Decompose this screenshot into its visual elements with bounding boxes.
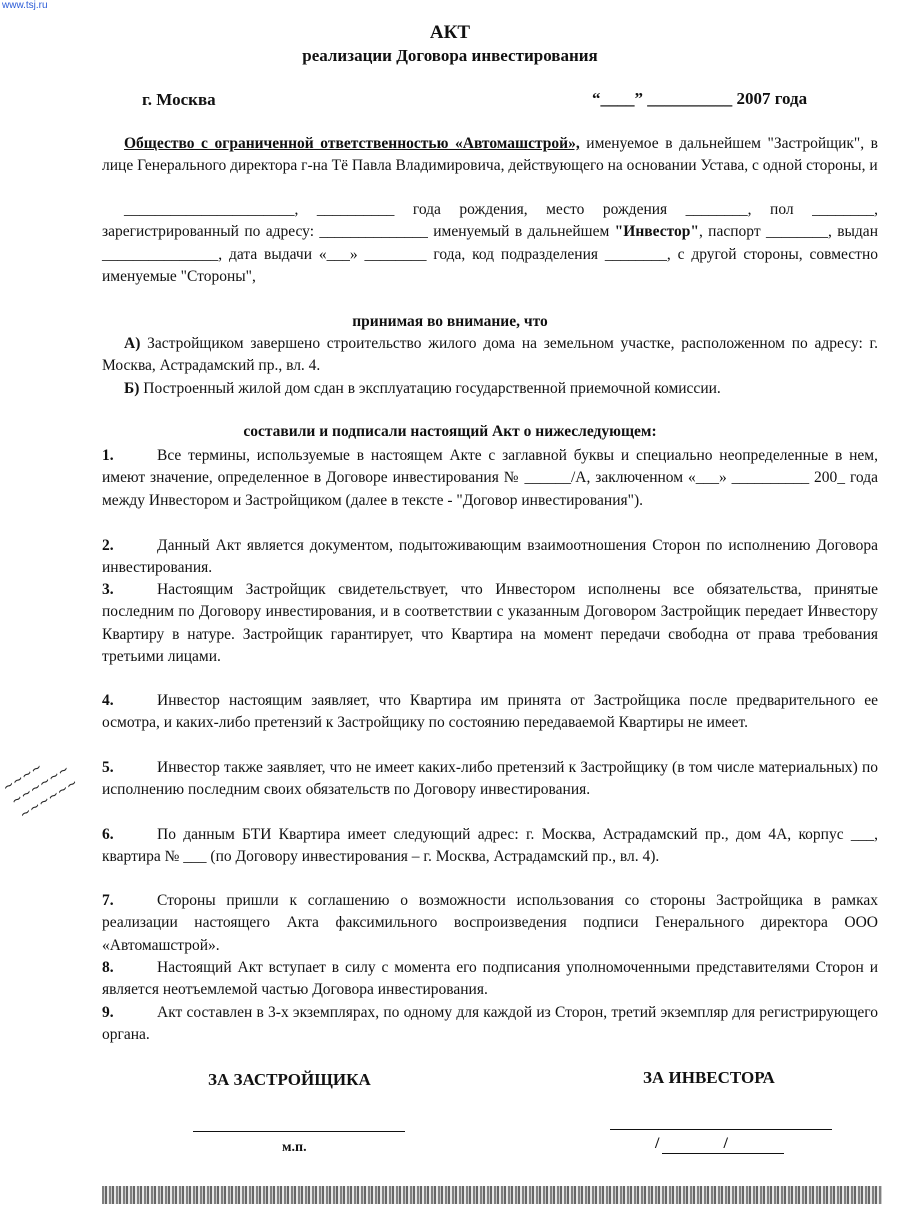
item-3-number: 3. <box>102 581 114 598</box>
document-title: АКТ <box>429 22 471 43</box>
considering-b-text: Построенный жилой дом сдан в эксплуатацию государственной приемочной комиссии. <box>139 380 721 397</box>
item-4-number: 4. <box>102 692 114 709</box>
item-7 <box>102 890 878 957</box>
item-7-number: 7. <box>102 892 114 909</box>
item-9-text: Акт составлен в 3-х экземплярах, по одному для каждой из Сторон, третий экземпляр для регистрирующего органа. <box>102 1004 878 1044</box>
preamble-text-1: именуемое в дальнейшем "Застройщик", в лице Генерального директора г-на Тё Павла Владимировича, действующего на основании Устава, с одной стороны, и <box>102 135 879 175</box>
considering-a-label: А) <box>124 335 141 352</box>
investor-name-slashes: / / <box>655 1135 728 1152</box>
considering-a-text: Застройщиком завершено строительство жилого дома на земельном участке, расположенном по адресу: г. Москва, Астрадамский пр., вл. 4. <box>102 335 878 375</box>
considering-a <box>102 333 878 378</box>
item-7-text: Стороны пришли к соглашению о возможности использования со стороны Застройщика в рамках реализации настоящего Акта факсимильного воспроизведения подписи Генерального директора ООО «Автомашстрой». <box>102 892 878 954</box>
document-subtitle: реализации Договора инвестирования <box>302 46 598 65</box>
item-6-number: 6. <box>102 826 114 843</box>
item-6-text: По данным БТИ Квартира имеет следующий адрес: г. Москва, Астрадамский пр., дом 4А, корпус ___, квартира № ___ (по Договору инвестирования – г. Москва, Астрадамский пр., вл. 4). <box>102 826 878 866</box>
compiled-heading: составили и подписали настоящий Акт о нижеследующем: <box>243 423 657 440</box>
item-6 <box>102 824 878 869</box>
item-5-text: Инвестор также заявляет, что не имеет каких-либо претензий к Застройщику (в том числе материальных) по исполнению последним своих обязательств по Договору инвестирования. <box>102 759 878 799</box>
preamble-paragraph-2 <box>102 199 878 288</box>
city: г. Москва <box>142 90 216 109</box>
item-9 <box>102 1002 878 1047</box>
item-3-text: Настоящим Застройщик свидетельствует, что Инвестором исполнены все обязательства, принятые последним по Договору инвестирования, и в соответствии с указанным Договором Застройщик передает Инвестору Квартиру в натуре. Застройщик гарантирует, что Квартира на момент передачи свободна от права требования третьими лицами. <box>102 581 878 665</box>
item-2-number: 2. <box>102 537 114 554</box>
item-8-text: Настоящий Акт вступает в силу с момента его подписания уполномоченными представителями Сторон и является неотъемлемой частью Договора инвестирования. <box>102 959 878 999</box>
date-line: “____” __________ 2007 года <box>592 89 808 108</box>
developer-signature-line <box>193 1131 405 1132</box>
item-5-number: 5. <box>102 759 114 776</box>
item-5 <box>102 757 878 802</box>
investor-signature-label: ЗА ИНВЕСТОРА <box>643 1068 775 1087</box>
item-8-number: 8. <box>102 959 114 976</box>
preamble-text-2a: ______________________, __________ года рождения, место рождения ________, пол ________, зарегистрированный по адресу: ______________ именуемый в дальнейшем <box>102 201 878 241</box>
item-2-text: Данный Акт является документом, подытоживающим взаимоотношения Сторон по исполнению Договора инвестирования. <box>102 537 878 577</box>
item-8 <box>102 957 878 1002</box>
item-2 <box>102 535 878 580</box>
developer-signature-label: ЗА ЗАСТРОЙЩИКА <box>208 1070 371 1089</box>
item-1-text: Все термины, используемые в настоящем Акте с заглавной буквы и специально неопределенные в нем, имеют значение, определенное в Договоре инвестирования № ______/А, заключенном «___» __________ 200_ года между Инвестором и Застройщиком (далее в тексте - "Договор инвестирования"). <box>102 447 878 509</box>
item-4-text: Инвестор настоящим заявляет, что Квартира им принята от Застройщика после предварительного ее осмотра, и каких-либо претензий к Застройщику по состоянию передаваемой Квартиры не имеет. <box>102 692 878 732</box>
preamble-paragraph-1 <box>102 133 878 178</box>
item-9-number: 9. <box>102 1004 114 1021</box>
item-3 <box>102 579 878 668</box>
item-4 <box>102 690 878 735</box>
considering-b <box>102 378 878 400</box>
company-name: Общество с ограниченной ответственностью «Автомашстрой», <box>124 135 580 152</box>
watermark-url: www.tsj.ru <box>2 0 48 11</box>
item-1 <box>102 445 878 512</box>
scan-noise-strip <box>102 1186 882 1204</box>
handwritten-note-icon: ~~~~ ~~~~~~ ~~~~~~ <box>0 759 81 823</box>
considering-heading: принимая во внимание, что <box>352 313 548 330</box>
considering-b-label: Б) <box>124 380 140 397</box>
item-1-number: 1. <box>102 447 114 464</box>
preamble-text-2b: , паспорт ________, выдан _______________, дата выдачи «___» ________ года, код подразделения ________, с другой стороны, совместно именуемые "Стороны", <box>102 223 878 285</box>
investor-name-line <box>662 1153 784 1154</box>
seal-label: м.п. <box>282 1140 307 1155</box>
investor-term: "Инвестор" <box>614 223 699 241</box>
investor-signature-line <box>610 1129 832 1130</box>
